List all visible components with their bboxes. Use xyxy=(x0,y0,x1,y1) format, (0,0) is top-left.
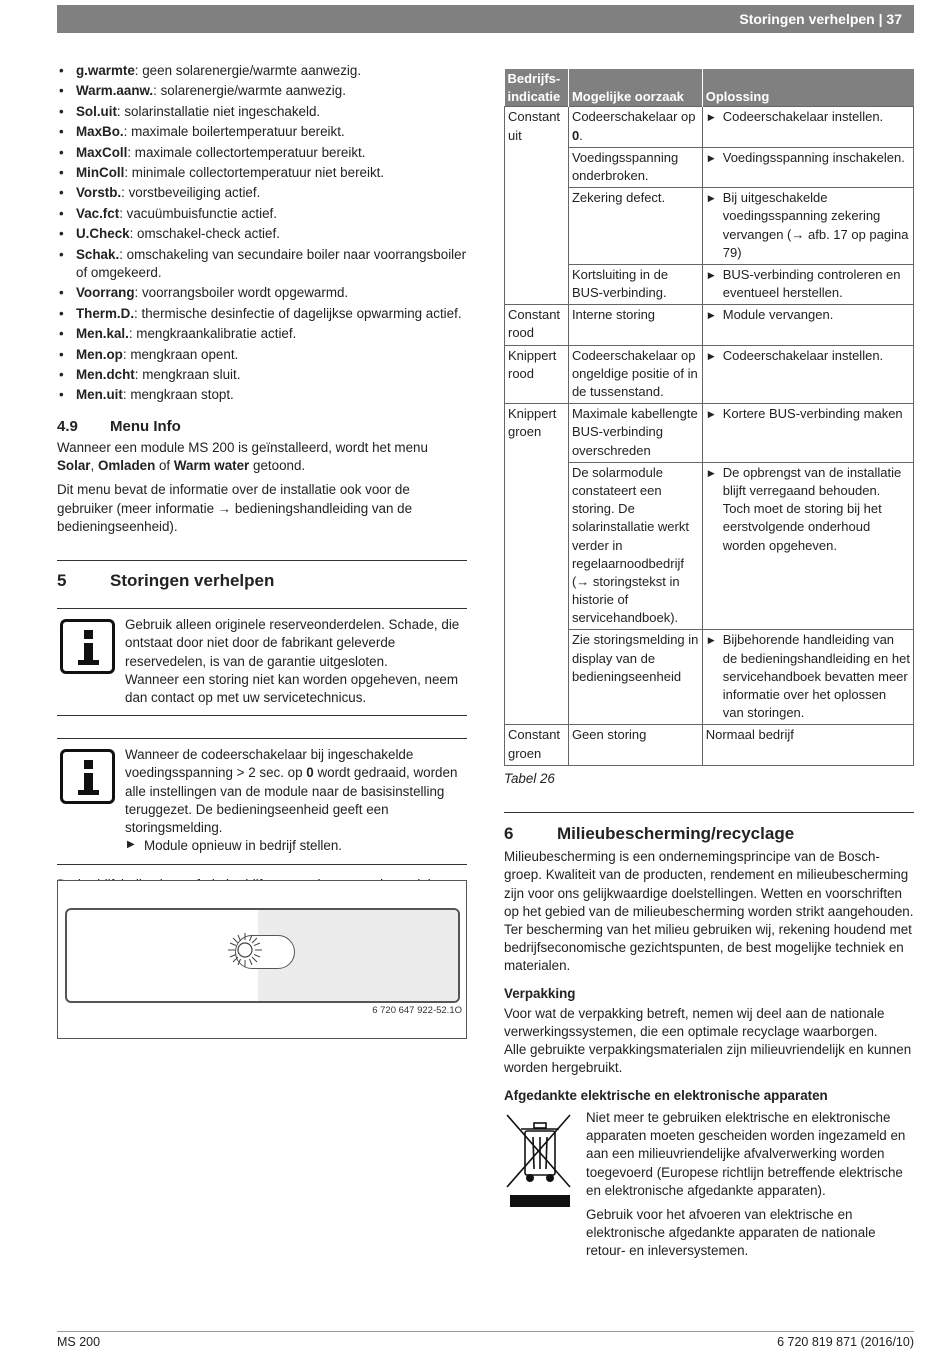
menu-info-paragraph-2: Dit menu bevat de informatie over de installatie ook voor de gebruiker (meer informatie → bedieningshandleiding van de bedieningseenheid). xyxy=(57,482,413,534)
cause-cell: Interne storing xyxy=(568,305,702,345)
module-panel xyxy=(65,908,460,1003)
section-4-9-heading xyxy=(57,417,467,437)
footer-product: MS 200 xyxy=(57,1335,101,1349)
status-code: Vorstb. xyxy=(76,185,122,201)
section-title: Milieubescherming/recyclage xyxy=(557,823,795,843)
paragraph: Niet meer te gebruiken elektrische en elektronische apparaten moeten gescheiden worden ingezameld en aan een milieuvriendelijke afvalverwerking worden toegevoerd (Europese richtlijn betreffende elektrische en elektronische afgedankte apparaten). xyxy=(586,1109,906,1198)
arrow-right-icon: ▶ xyxy=(707,112,715,123)
left-column xyxy=(57,62,467,894)
status-description: : mengkraan stopt. xyxy=(122,387,234,403)
section-number: 6 xyxy=(504,823,514,843)
status-list-item xyxy=(57,144,467,162)
page-header xyxy=(57,5,914,33)
status-list-item xyxy=(57,284,467,302)
solution-cell: ▶ Bijbehorende handleiding van de bedieningshandleiding en het servicehandboek bevatten meer informatie over het oplossen van storingen. xyxy=(702,630,913,725)
status-code: MaxBo. xyxy=(76,124,124,140)
solution-cell: Normaal bedrijf xyxy=(702,725,913,765)
status-list-item xyxy=(57,305,467,323)
status-description: : geen solarenergie/warmte aanwezig. xyxy=(134,63,362,78)
status-description: : solarinstallatie niet ingeschakeld. xyxy=(116,103,321,119)
subheading-packaging: Verpakking xyxy=(504,985,576,1001)
weee-block xyxy=(504,1109,914,1261)
indication-cell: Constant rood xyxy=(505,305,569,345)
cause-cell: Geen storing xyxy=(568,725,702,765)
paragraph: Voor wat de verpakking betreft, nemen wij deel aan de nationale verwerkingssystemen, die een optimale recyclage waarborgen. xyxy=(504,1005,885,1040)
action-step: ▶ Module opnieuw in bedrijf stellen. xyxy=(127,838,343,854)
status-code: Voorrang xyxy=(76,285,135,301)
info-icon xyxy=(60,619,115,674)
bullet: • xyxy=(59,346,64,362)
arrow-right-icon: ▶ xyxy=(707,310,715,321)
cause-cell: Maximale kabellengte BUS-verbinding overschreden xyxy=(568,404,702,463)
indication-cell: Knippert rood xyxy=(505,345,569,404)
bullet: • xyxy=(59,326,64,342)
arrow-right-icon: ▶ xyxy=(707,269,715,280)
bullet: • xyxy=(59,226,64,242)
bullet: • xyxy=(59,185,64,201)
indication-cell: Constant uit xyxy=(505,107,569,305)
status-list-item xyxy=(57,103,467,121)
status-list-item xyxy=(57,386,467,404)
footer-doc-number: 6 720 819 871 (2016/10) xyxy=(777,1335,914,1349)
cause-cell: Zekering defect. xyxy=(568,188,702,265)
status-description: : voorrangsboiler wordt opgewarmd. xyxy=(134,285,349,301)
status-code: Men.kal. xyxy=(76,326,129,342)
cause-cell: Codeerschakelaar op 0. xyxy=(568,107,702,147)
indication-cell: Constant groen xyxy=(505,725,569,765)
solution-cell: ▶ Bij uitgeschakelde voedingsspanning zekering vervangen (→ afb. 17 op pagina 79) xyxy=(702,188,913,265)
info-icon xyxy=(60,749,115,804)
table-caption: Tabel 26 xyxy=(504,770,555,786)
bullet: • xyxy=(59,305,64,321)
crossed-out-bin-icon xyxy=(504,1109,576,1209)
status-description: : vorstbeveiliging actief. xyxy=(121,185,261,201)
bullet: • xyxy=(59,165,64,181)
section-number: 5 xyxy=(57,571,67,591)
status-description: : minimale collectortemperatuur niet bereikt. xyxy=(124,165,385,181)
status-code: Vac.fct xyxy=(76,205,120,221)
paragraph: Gebruik voor het afvoeren van elektrische en elektronische afgedankte apparaten de nationale retour- en inleversystemen. xyxy=(586,1207,876,1259)
cause-cell: Zie storingsmelding in display van de bedieningseenheid xyxy=(568,630,702,725)
solution-cell: ▶ Module vervangen. xyxy=(702,305,913,345)
arrow-right-icon: ▶ xyxy=(707,350,715,361)
status-list-item xyxy=(57,366,467,384)
status-code: g.warmte xyxy=(76,63,135,78)
section-title: Menu Info xyxy=(110,417,181,435)
solution-cell: ▶ Kortere BUS-verbinding maken xyxy=(702,404,913,463)
module-figure xyxy=(57,880,467,1039)
table-row xyxy=(505,107,914,147)
section-5-heading xyxy=(57,569,467,592)
arrow-right-icon: ▶ xyxy=(707,467,715,478)
column-header: Oplossing xyxy=(702,69,913,107)
table-row xyxy=(505,404,914,463)
section-6 xyxy=(504,812,914,845)
bullet: • xyxy=(59,124,64,140)
note-text: Wanneer de codeerschakelaar bij ingeschakelde voedingsspanning > 2 sec. op 0 wordt gedraaid, worden alle instellingen van de module naar de basisinstelling teruggezet. De bedieningseenheid geeft een storingsmelding. xyxy=(125,747,458,836)
status-description: : mengkraankalibratie actief. xyxy=(128,326,297,342)
info-note-2 xyxy=(57,738,467,864)
status-description: : omschakeling van secundaire boiler naar voorrangsboiler of omgekeerd. xyxy=(76,246,467,280)
cause-cell: Kortsluiting in de BUS-verbinding. xyxy=(568,264,702,304)
bullet: • xyxy=(59,285,64,301)
note-text: Wanneer een storing niet kan worden opgeheven, neem dan contact op met uw servicetechnicus. xyxy=(125,671,459,705)
indication-cell: Knippert groen xyxy=(505,404,569,725)
bullet: • xyxy=(59,83,64,99)
solution-cell: ▶ Codeerschakelaar instellen. xyxy=(702,107,913,147)
cause-cell: Voedingsspanning onderbroken. xyxy=(568,147,702,187)
status-code: Men.op xyxy=(76,346,123,362)
status-code: Sol.uit xyxy=(76,103,117,119)
status-description: : thermische desinfectie of dagelijkse opwarming actief. xyxy=(134,305,462,321)
menu-info-paragraph: Wanneer een module MS 200 is geïnstalleerd, wordt het menu Solar, Omladen of Warm water getoond. xyxy=(57,439,428,474)
table-header-row xyxy=(505,69,914,107)
status-code: U.Check xyxy=(76,226,130,242)
bullet: • xyxy=(59,205,64,221)
subheading-weee: Afgedankte elektrische en elektronische apparaten xyxy=(504,1087,828,1103)
status-code: Schak. xyxy=(76,246,120,262)
status-description: : mengkraan sluit. xyxy=(134,366,241,382)
section-5 xyxy=(57,560,467,592)
arrow-right-icon: ▶ xyxy=(707,152,715,163)
table-row xyxy=(505,305,914,345)
figure-code: 6 720 647 922-52.1O xyxy=(372,1005,462,1016)
indicator-light-icon xyxy=(225,930,265,970)
status-code-list xyxy=(57,62,467,405)
solution-cell: ▶ De opbrengst van de installatie blijft verregaand behouden. Toch moet de storing bij het eerstvolgende onderhoud worden opgeheven. xyxy=(702,462,913,630)
status-list-item xyxy=(57,246,467,282)
status-description: : maximale collectortemperatuur bereikt. xyxy=(127,144,366,160)
paragraph: Milieubescherming is een ondernemingsprincipe van de Bosch-groep. Kwaliteit van de producten, rendement en milieubescherming zijn voor ons gelijkwaardige doelstellingen. Wetten en voorschriften op het gebied van de milieubescherming worden strikt aangehouden. xyxy=(504,849,914,919)
arrow-right-icon: ▶ xyxy=(707,409,715,420)
bullet: • xyxy=(59,63,64,78)
status-list-item xyxy=(57,325,467,343)
status-list-item xyxy=(57,225,467,243)
status-description: : omschakel-check actief. xyxy=(129,226,280,242)
status-description: : solarenergie/warmte aanwezig. xyxy=(153,83,346,99)
status-description: : vacuümbuisfunctie actief. xyxy=(119,205,277,221)
table-row xyxy=(505,725,914,765)
status-code: Warm.aanw. xyxy=(76,83,154,99)
bullet: • xyxy=(59,387,64,403)
error-table xyxy=(504,69,914,766)
solution-cell: ▶ Voedingsspanning inschakelen. xyxy=(702,147,913,187)
status-description: : mengkraan opent. xyxy=(122,346,239,362)
arrow-right-icon: ▶ xyxy=(707,635,715,646)
status-list-item xyxy=(57,82,467,100)
table-row xyxy=(505,345,914,404)
cause-cell: De solarmodule constateert een storing. De solarinstallatie werkt verder in regelaarnoodbedrijf (→ storingstekst in historie of servicehandboek). xyxy=(568,462,702,630)
footer-divider xyxy=(57,1331,914,1332)
status-code: Men.dcht xyxy=(76,366,135,382)
arrow-right-icon: ▶ xyxy=(707,193,715,204)
paragraph: Ter bescherming van het milieu gebruiken wij, rekening houdend met bedrijfseconomische gezichtspunten, de best mogelijke techniek en materialen. xyxy=(504,921,912,974)
solution-cell: ▶ Codeerschakelaar instellen. xyxy=(702,345,913,404)
status-list-item xyxy=(57,184,467,202)
status-list-item xyxy=(57,62,467,80)
section-title: Storingen verhelpen xyxy=(110,571,275,591)
bullet: • xyxy=(59,144,64,160)
paragraph: Alle gebruikte verpakkingsmaterialen zijn milieuvriendelijk en kunnen worden hergebruikt. xyxy=(504,1042,912,1076)
status-list-item xyxy=(57,123,467,141)
column-header: Bedrijfs-indicatie xyxy=(505,69,569,107)
status-code: MaxColl xyxy=(76,144,128,160)
section-6-heading xyxy=(504,822,914,845)
info-note-1 xyxy=(57,608,467,716)
bullet: • xyxy=(59,246,64,262)
bullet: • xyxy=(59,366,64,382)
status-code: Men.uit xyxy=(76,387,123,403)
bullet: • xyxy=(59,103,64,119)
status-description: : maximale boilertemperatuur bereikt. xyxy=(123,124,345,140)
status-list-item xyxy=(57,205,467,223)
solution-cell: ▶ BUS-verbinding controleren en eventueel herstellen. xyxy=(702,264,913,304)
section-number: 4.9 xyxy=(57,417,78,435)
header-title: Storingen verhelpen | 37 xyxy=(739,11,902,27)
column-header: Mogelijke oorzaak xyxy=(568,69,702,107)
status-list-item xyxy=(57,164,467,182)
status-code: MinColl xyxy=(76,165,125,181)
status-code: Therm.D. xyxy=(76,305,135,321)
arrow-right-icon: ▶ xyxy=(127,839,135,851)
cause-cell: Codeerschakelaar op ongeldige positie of in de tussenstand. xyxy=(568,345,702,404)
note-text: Gebruik alleen originele reserveonderdelen. Schade, die ontstaat door niet door de fabrikant geleverde reservedelen, is van de garantie uitgesloten. xyxy=(125,617,460,669)
status-list-item xyxy=(57,346,467,364)
right-column xyxy=(504,69,914,1261)
